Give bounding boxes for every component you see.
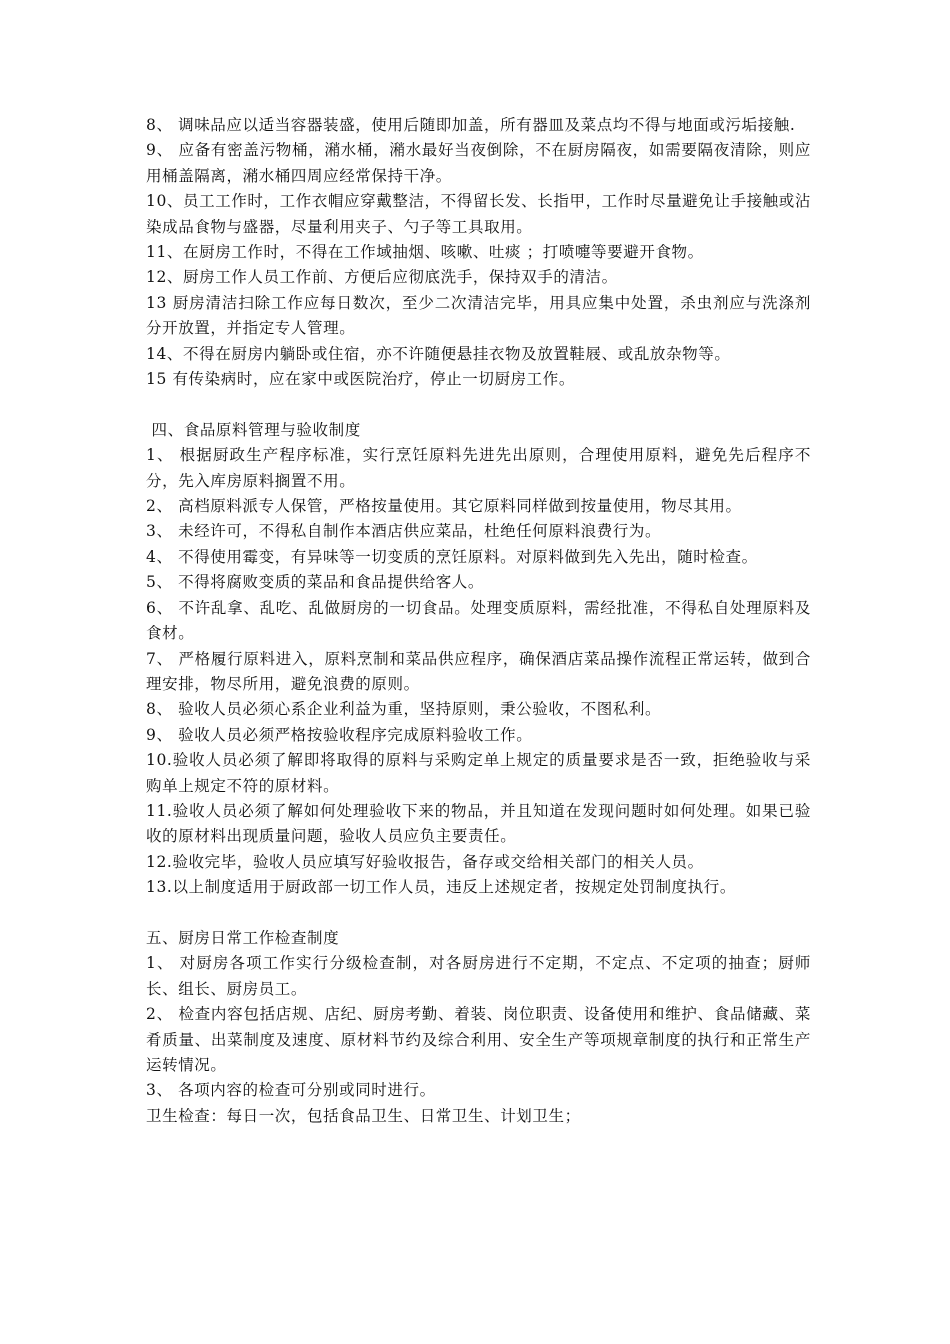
list-item: 1、 根据厨政生产程序标准，实行烹饪原料先进先出原则，合理使用原料，避免先后程序不分，先入库房原料搁置不用。 [146,446,811,490]
list-item: 6、 不许乱拿、乱吃、乱做厨房的一切食品。处理变质原料，需经批准，不得私自处理原料及食材。 [146,598,811,643]
list-item: 12、厨房工作人员工作前、方便后应彻底洗手，保持双手的清洁。 [146,268,618,287]
list-item: 4、 不得使用霉变，有异味等一切变质的烹饪原料。对原料做到先入先出，随时检查。 [146,547,758,566]
section-spacer [146,392,811,417]
section-spacer [146,901,811,926]
list-item: 12.验收完毕，验收人员应填写好验收报告，备存或交给相关部门的相关人员。 [146,852,704,871]
section-heading: 五、厨房日常工作检查制度 [146,928,340,947]
list-item: 3、 各项内容的检查可分别或同时进行。 [146,1081,436,1100]
list-item: 14、不得在厨房内躺卧或住宿，亦不许随便悬挂衣物及放置鞋屐、或乱放杂物等。 [146,344,731,363]
list-item: 8、 验收人员必须心系企业利益为重，坚持原则，秉公验收，不图私利。 [146,700,662,719]
list-item: 13.以上制度适用于厨政部一切工作人员，违反上述规定者，按规定处罚制度执行。 [146,878,736,897]
list-item: 1、 对厨房各项工作实行分级检查制，对各厨房进行不定期，不定点、不定项的抽查；厨师长、组长、厨房员工。 [146,954,811,998]
list-item: 13 厨房清洁扫除工作应每日数次，至少二次清洁完毕，用具应集中处置，杀虫剂应与洗涤剂分开放置，并指定专人管理。 [146,293,811,338]
list-item: 7、 严格履行原料进入，原料烹制和菜品供应程序，确保酒店菜品操作流程正常运转，做到合理安排，物尽所用，避免浪费的原则。 [146,649,811,693]
list-item: 9、 验收人员必须严格按验收程序完成原料验收工作。 [146,725,533,744]
list-item: 3、 未经许可，不得私自制作本酒店供应菜品，杜绝任何原料浪费行为。 [146,522,662,541]
list-item: 9、 应备有密盖污物桶，潲水桶，潲水最好当夜倒除，不在厨房隔夜，如需要隔夜清除，则应用桶盖隔离，潲水桶四周应经常保持干净。 [146,141,811,185]
list-item: 2、 检查内容包括店规、店纪、厨房考勤、着装、岗位职责、设备使用和维护、食品储藏、菜肴质量、出菜制度及速度、原材料节约及综合利用、安全生产等项规章制度的执行和正常生产运转情况。 [146,1005,811,1074]
section-heading: 四、食品原料管理与验收制度 [146,420,361,439]
section-3-continued [146,113,811,392]
list-item: 10.验收人员必须了解即将取得的原料与采购定单上规定的质量要求是否一致，拒绝验收与采购单上规定不符的原材料。 [146,751,811,795]
list-item: 2、 高档原料派专人保管，严格按量使用。其它原料同样做到按量使用，物尽其用。 [146,497,742,516]
list-item: 11.验收人员必须了解如何处理验收下来的物品，并且知道在发现问题时如何处理。如果已验收的原材料出现质量问题，验收人员应负主要责任。 [146,801,811,846]
list-item: 10、员工工作时，工作衣帽应穿戴整洁，不得留长发、长指甲，工作时尽量避免让手接触或沾染成品食物与盛器，尽量利用夹子、勺子等工具取用。 [146,192,811,236]
list-item: 11、在厨房工作时，不得在工作域抽烟、咳嗽、吐痰 ；打喷嚏等要避开食物。 [146,243,704,262]
section-5 [146,926,811,1129]
document-page [146,113,811,1129]
list-item: 卫生检查：每日一次，包括食品卫生、日常卫生、计划卫生； [146,1106,581,1125]
list-item: 5、 不得将腐败变质的菜品和食品提供给客人。 [146,573,484,592]
list-item: 8、 调味品应以适当容器装盛，使用后随即加盖，所有器皿及菜点均不得与地面或污垢接触. [146,116,796,134]
list-item: 15 有传染病时，应在家中或医院治疗，停止一切厨房工作。 [146,370,575,389]
section-4 [146,418,811,901]
